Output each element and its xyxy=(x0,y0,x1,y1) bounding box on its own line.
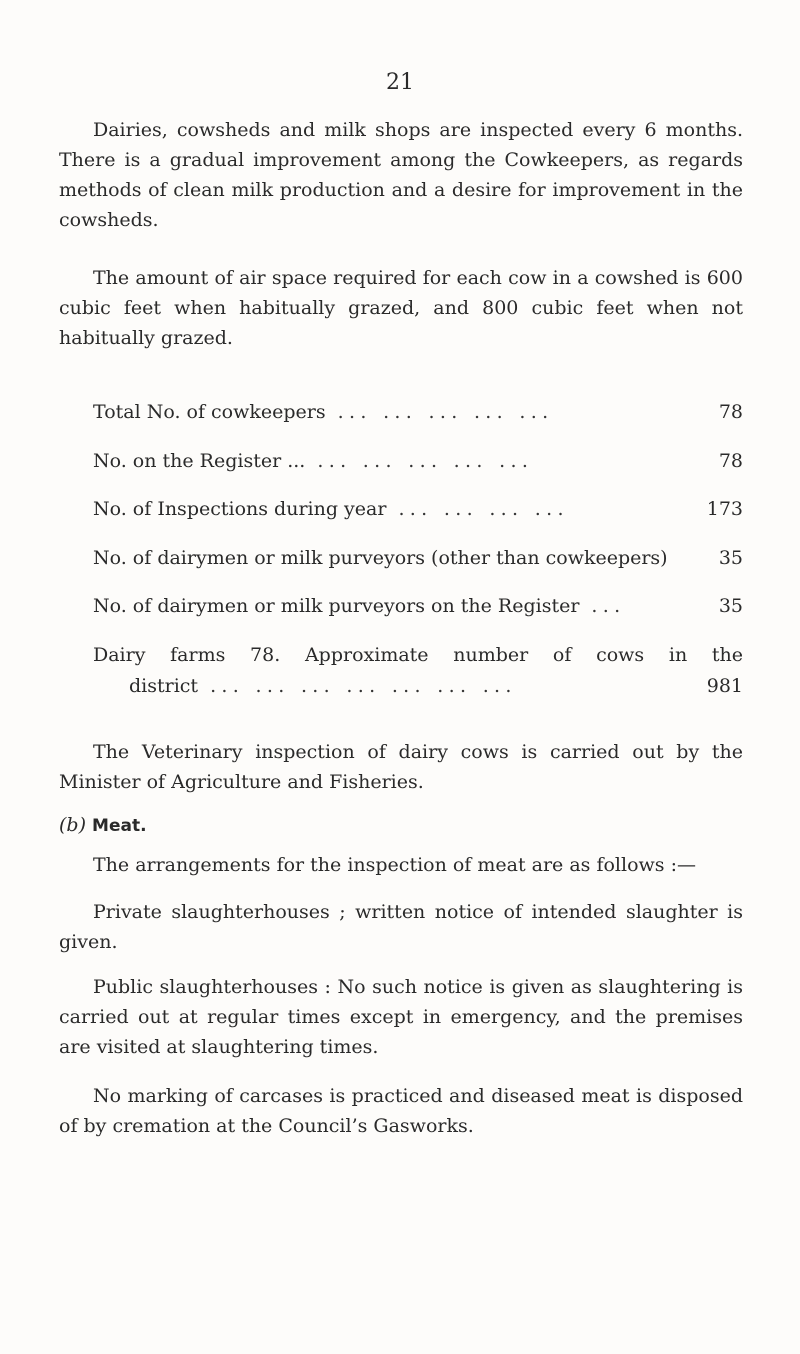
stat-value: 981 xyxy=(706,675,743,697)
dot-leader: ... xyxy=(591,595,626,617)
stat-row-dairymen xyxy=(93,543,743,573)
meat-intro-paragraph: The arrangements for the inspection of meat are as follows :— xyxy=(93,854,696,876)
stat-value: 173 xyxy=(706,498,743,520)
stat-value: 35 xyxy=(718,547,743,569)
veterinary-paragraph: The Veterinary inspection of dairy cows is carried out by the Minister of Agriculture and Fisheries. xyxy=(59,741,743,793)
stat-value: 78 xyxy=(718,401,743,423)
stat-row-dairymen-register xyxy=(93,591,743,621)
dot-leader: ... ... ... ... ... ... ... xyxy=(210,675,517,697)
stat-label: No. of dairymen or milk purveyors on the Register xyxy=(93,595,580,617)
stat-value: 35 xyxy=(718,595,743,617)
stat-row-district xyxy=(129,671,743,701)
dot-leader: ... ... ... ... ... xyxy=(337,401,554,423)
stat-row-on-register xyxy=(93,446,743,476)
air-space-paragraph: The amount of air space required for each cow in a cowshed is 600 cubic feet when habitually grazed, and 800 cubic feet when not habitually grazed. xyxy=(59,267,743,349)
stat-label: Dairy farms 78. Approximate number of cows in the xyxy=(93,644,743,666)
private-slaughterhouses-paragraph: Private slaughterhouses ; written notice of intended slaughter is given. xyxy=(59,901,743,953)
stat-row-dairy-farms xyxy=(93,640,743,670)
dot-leader: ... ... ... ... xyxy=(398,498,569,520)
dairies-paragraph: Dairies, cowsheds and milk shops are inspected every 6 months. There is a gradual improvement among the Cowkeepers, as regards methods of clean milk production and a desire for improvement in the cowsheds. xyxy=(59,119,743,231)
stat-label: No. of Inspections during year xyxy=(93,498,387,520)
page-number: 21 xyxy=(386,70,414,95)
dot-leader: ... ... ... ... ... xyxy=(317,450,534,472)
section-title: Meat. xyxy=(92,816,147,836)
section-marker: (b) xyxy=(59,814,86,836)
stat-label: No. of dairymen or milk purveyors (other than cowkeepers) xyxy=(93,547,668,569)
stat-label: district xyxy=(129,675,199,697)
public-slaughterhouses-paragraph: Public slaughterhouses : No such notice is given as slaughtering is carried out at regular times except in emergency, and the premises are visited at slaughtering times. xyxy=(59,976,743,1058)
meat-heading xyxy=(59,810,147,841)
stat-row-inspections xyxy=(93,494,743,524)
stat-row-total-cowkeepers xyxy=(93,397,743,427)
stat-label: Total No. of cowkeepers xyxy=(93,401,326,423)
stat-label: No. on the Register ... xyxy=(93,450,306,472)
stat-value: 78 xyxy=(718,450,743,472)
dot-leader xyxy=(668,543,715,573)
carcase-marking-paragraph: No marking of carcases is practiced and diseased meat is disposed of by cremation at the Council’s Gasworks. xyxy=(59,1085,743,1137)
